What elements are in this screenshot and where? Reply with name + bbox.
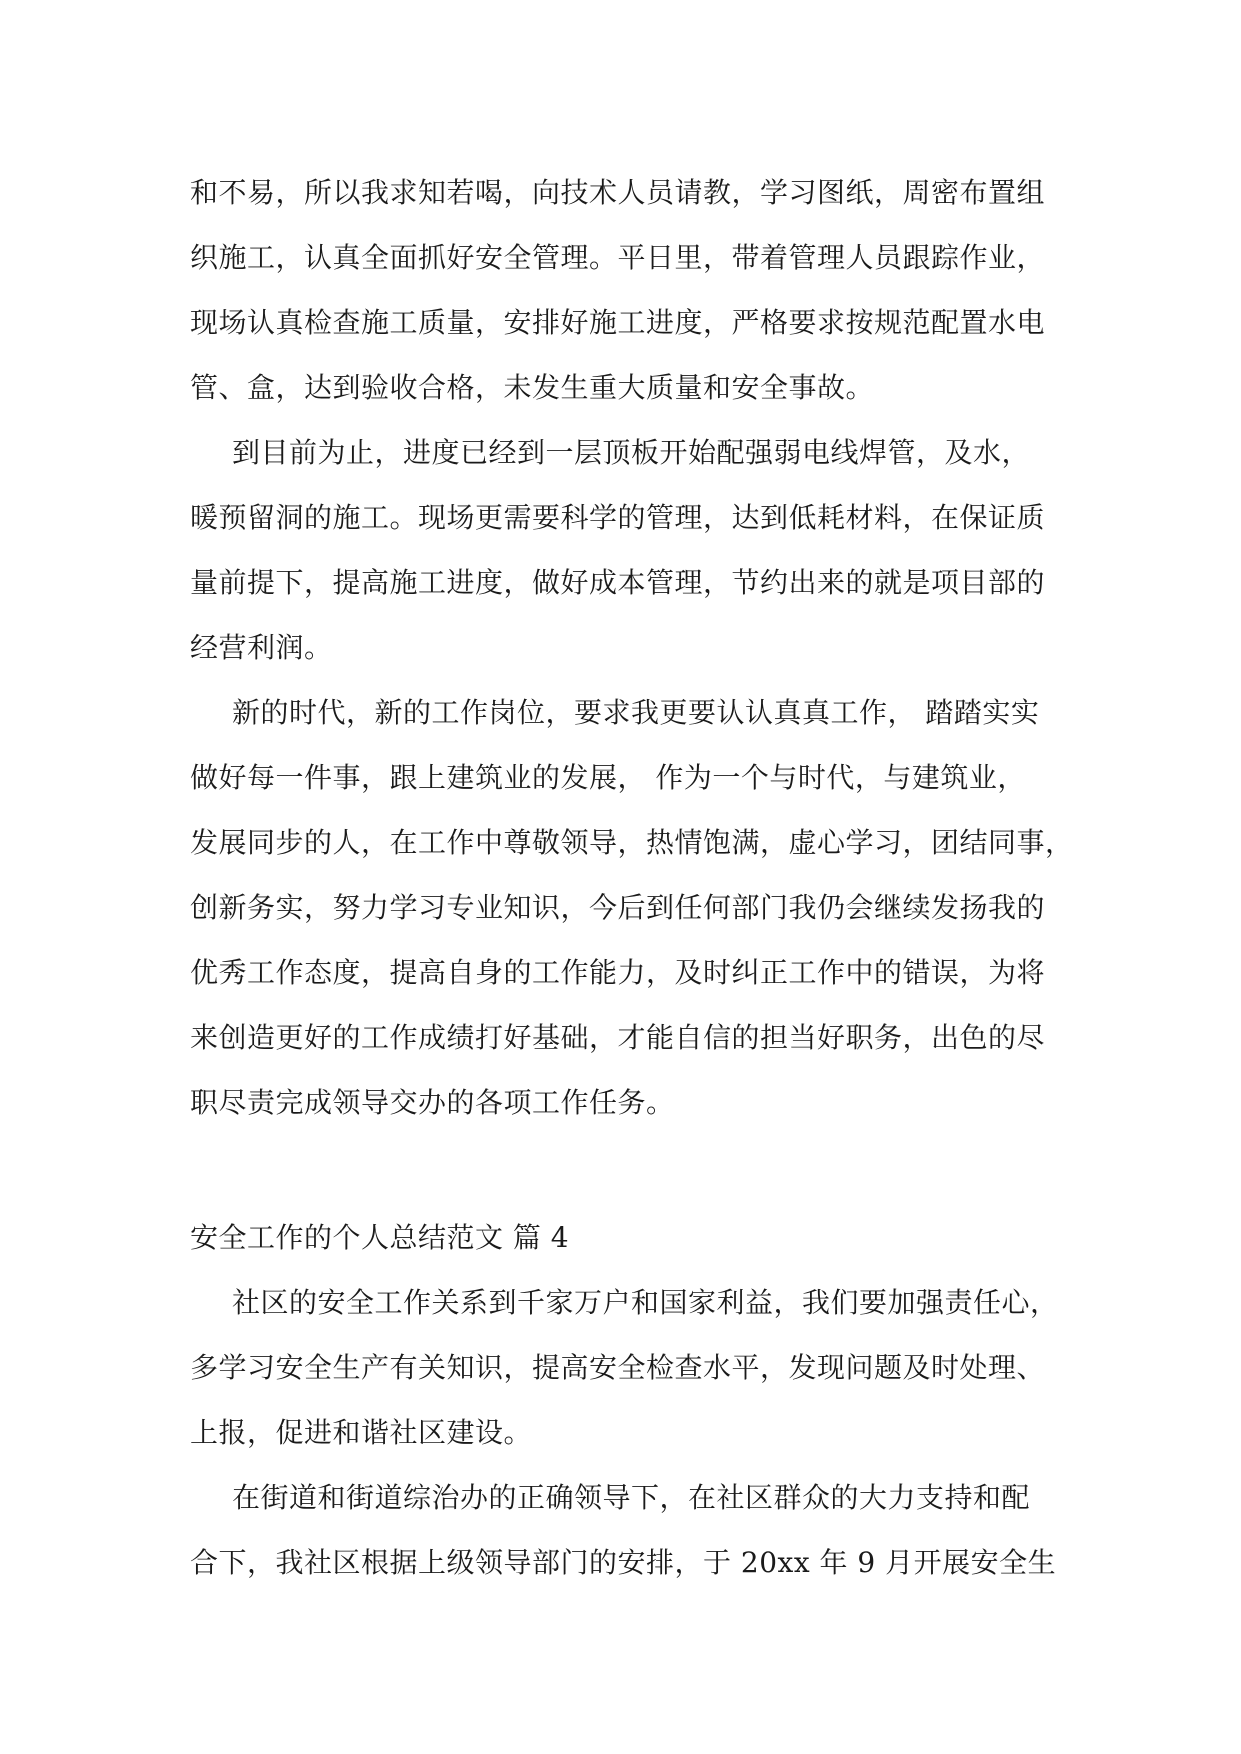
text-line: 合下，我社区根据上级领导部门的安排，于 20xx 年 9 月开展安全生 <box>190 1546 1057 1579</box>
text-line: 织施工，认真全面抓好安全管理。平日里，带着管理人员跟踪作业， <box>190 241 1046 274</box>
text-line: 经营利润。 <box>190 631 333 664</box>
document-body <box>190 160 1074 1595</box>
text-line: 和不易，所以我求知若喝，向技术人员请教，学习图纸，周密布置组 <box>190 176 1046 209</box>
text-line: 上报，促进和谐社区建设。 <box>190 1416 533 1449</box>
text-line: 优秀工作态度，提高自身的工作能力，及时纠正工作中的错误，为将 <box>190 956 1046 989</box>
text-line: 在街道和街道综治办的正确领导下，在社区群众的大力支持和配 <box>232 1481 1031 1514</box>
text-line: 到目前为止，进度已经到一层顶板开始配强弱电线焊管，及水， <box>232 436 1031 469</box>
text-line: 管、盒，达到验收合格，未发生重大质量和安全事故。 <box>190 371 875 404</box>
paragraph-2 <box>190 420 1060 680</box>
paragraph-4 <box>190 1270 1060 1465</box>
text-line: 做好每一件事，跟上建筑业的发展， 作为一个与时代，与建筑业， <box>190 761 1026 794</box>
paragraph-3 <box>190 680 1074 1135</box>
text-line: 创新务实，努力学习专业知识，今后到任何部门我仍会继续发扬我的 <box>190 891 1046 924</box>
text-line: 职尽责完成领导交办的各项工作任务。 <box>190 1086 675 1119</box>
paragraph-5 <box>190 1465 1060 1595</box>
section-spacer <box>190 1135 1060 1205</box>
text-line: 发展同步的人，在工作中尊敬领导，热情饱满，虚心学习，团结同事， <box>190 826 1074 859</box>
text-line: 现场认真检查施工质量，安排好施工进度，严格要求按规范配置水电 <box>190 306 1046 339</box>
section-heading <box>190 1205 1060 1270</box>
text-line: 社区的安全工作关系到千家万户和国家利益，我们要加强责任心， <box>232 1286 1059 1319</box>
text-line: 新的时代，新的工作岗位，要求我更要认认真真工作， 踏踏实实 <box>232 696 1040 729</box>
text-line: 量前提下，提高施工进度，做好成本管理，节约出来的就是项目部的 <box>190 566 1046 599</box>
paragraph-1 <box>190 160 1060 420</box>
text-line: 来创造更好的工作成绩打好基础，才能自信的担当好职务，出色的尽 <box>190 1021 1046 1054</box>
text-line: 多学习安全生产有关知识，提高安全检查水平，发现问题及时处理、 <box>190 1351 1046 1384</box>
text-line: 暖预留洞的施工。现场更需要科学的管理，达到低耗材料，在保证质 <box>190 501 1046 534</box>
heading-text: 安全工作的个人总结范文 篇 4 <box>190 1221 570 1254</box>
